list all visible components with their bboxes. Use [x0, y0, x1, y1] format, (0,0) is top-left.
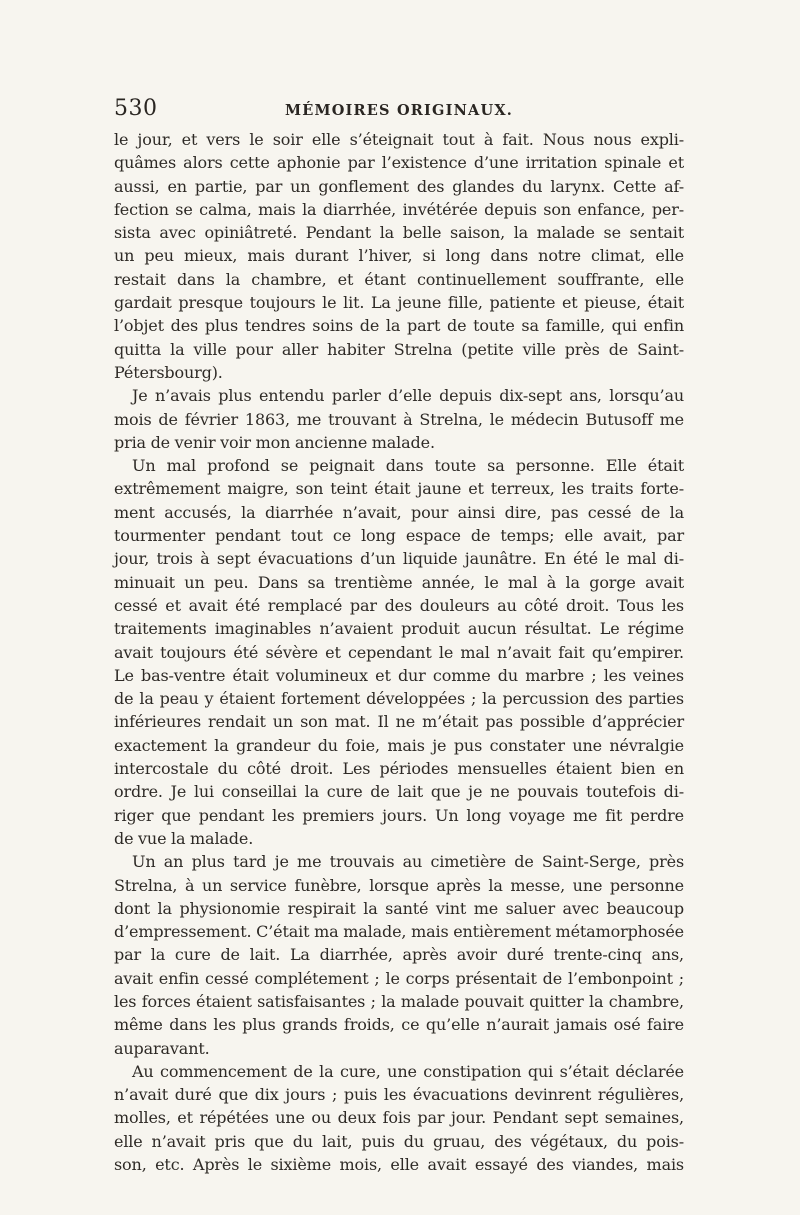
text-line: tourmenter pendant tout ce long espace de temps; elle avait, par: [114, 526, 684, 546]
text-line: n’avait duré que dix jours ; puis les évacuations devinrent régulières,: [114, 1085, 684, 1105]
text-line: avait enfin cessé complétement ; le corps présentait de l’embonpoint ;: [114, 968, 684, 988]
text-line: de vue la malade.: [114, 828, 254, 848]
text-line: par la cure de lait. La diarrhée, après avoir duré trente-cinq ans,: [114, 945, 684, 965]
text-line: Un an plus tard je me trouvais au cimetière de Saint-Serge, près: [132, 852, 684, 872]
text-line: traitements imaginables n’avaient produit aucun résultat. Le régime: [114, 619, 684, 639]
text-line: les forces étaient satisfaisantes ; la malade pouvait quitter la chambre,: [114, 991, 684, 1011]
text-line: gardait presque toujours le lit. La jeune fille, patiente et pieuse, était: [114, 293, 684, 313]
text-line: quitta la ville pour aller habiter Strelna (petite ville près de Saint-: [114, 339, 684, 359]
text-line: jour, trois à sept évacuations d’un liquide jaunâtre. En été le mal di-: [114, 549, 684, 569]
text-line: exactement la grandeur du foie, mais je pus constater une névralgie: [114, 735, 684, 755]
text-line: restait dans la chambre, et étant continuellement souffrante, elle: [114, 269, 684, 289]
text-line: Je n’avais plus entendu parler d’elle depuis dix-sept ans, lorsqu’au: [132, 386, 684, 406]
text-line: cessé et avait été remplacé par des douleurs au côté droit. Tous les: [114, 595, 684, 615]
text-line: extrêmement maigre, son teint était jaune et terreux, les traits forte-: [114, 479, 684, 499]
text-line: ment accusés, la diarrhée n’avait, pour ainsi dire, pas cessé de la: [114, 502, 684, 522]
text-line: Pétersbourg).: [114, 362, 223, 382]
text-line: intercostale du côté droit. Les périodes mensuelles étaient bien en: [114, 759, 684, 779]
text-line: avait toujours été sévère et cependant le mal n’avait fait qu’empirer.: [114, 642, 684, 662]
text-line: un peu mieux, mais durant l’hiver, si long dans notre climat, elle: [114, 246, 684, 266]
text-line: mois de février 1863, me trouvant à Strelna, le médecin Butusoff me: [114, 409, 684, 429]
text-line: Strelna, à un service funèbre, lorsque après la messe, une personne: [114, 875, 684, 895]
text-line: sista avec opiniâtreté. Pendant la belle saison, la malade se sentait: [114, 223, 684, 243]
text-line: pria de venir voir mon ancienne malade.: [114, 432, 435, 452]
text-line: inférieures rendait un son mat. Il ne m’était pas possible d’apprécier: [114, 712, 684, 732]
text-line: Le bas-ventre était volumineux et dur comme du marbre ; les veines: [114, 665, 684, 685]
text-line: même dans les plus grands froids, ce qu’elle n’aurait jamais osé faire: [114, 1015, 684, 1035]
text-line: dont la physionomie respirait la santé vint me saluer avec beaucoup: [114, 898, 684, 918]
page-header: [114, 96, 684, 126]
text-line: minuait un peu. Dans sa trentième année, le mal à la gorge avait: [114, 572, 684, 592]
text-line: ordre. Je lui conseillai la cure de lait que je ne pouvais toutefois di-: [114, 782, 684, 802]
page-number: 530: [114, 96, 158, 121]
text-line: auparavant.: [114, 1038, 210, 1058]
text-line: quâmes alors cette aphonie par l’existence d’une irritation spinale et: [114, 153, 684, 173]
text-line: d’empressement. C’était ma malade, mais entièrement métamorphosée: [114, 922, 684, 942]
running-title: MÉMOIRES ORIGINAUX.: [284, 102, 514, 119]
text-line: Un mal profond se peignait dans toute sa personne. Elle était: [132, 456, 684, 476]
text-line: riger que pendant les premiers jours. Un long voyage me fit perdre: [114, 805, 684, 825]
text-line: Au commencement de la cure, une constipation qui s’était déclarée: [132, 1061, 684, 1081]
body-text: [114, 128, 684, 1176]
text-line: fection se calma, mais la diarrhée, invétérée depuis son enfance, per-: [114, 199, 684, 219]
text-line: l’objet des plus tendres soins de la part de toute sa famille, qui enfin: [114, 316, 684, 336]
text-line: elle n’avait pris que du lait, puis du gruau, des végétaux, du pois-: [114, 1131, 684, 1151]
text-line: molles, et répétées une ou deux fois par jour. Pendant sept semaines,: [114, 1108, 684, 1128]
text-line: de la peau y étaient fortement développées ; la percussion des parties: [114, 689, 684, 709]
text-line: le jour, et vers le soir elle s’éteignait tout à fait. Nous nous expli-: [114, 130, 684, 149]
text-line: aussi, en partie, par un gonflement des glandes du larynx. Cette af-: [114, 176, 684, 196]
text-line: son, etc. Après le sixième mois, elle avait essayé des viandes, mais: [114, 1155, 684, 1175]
